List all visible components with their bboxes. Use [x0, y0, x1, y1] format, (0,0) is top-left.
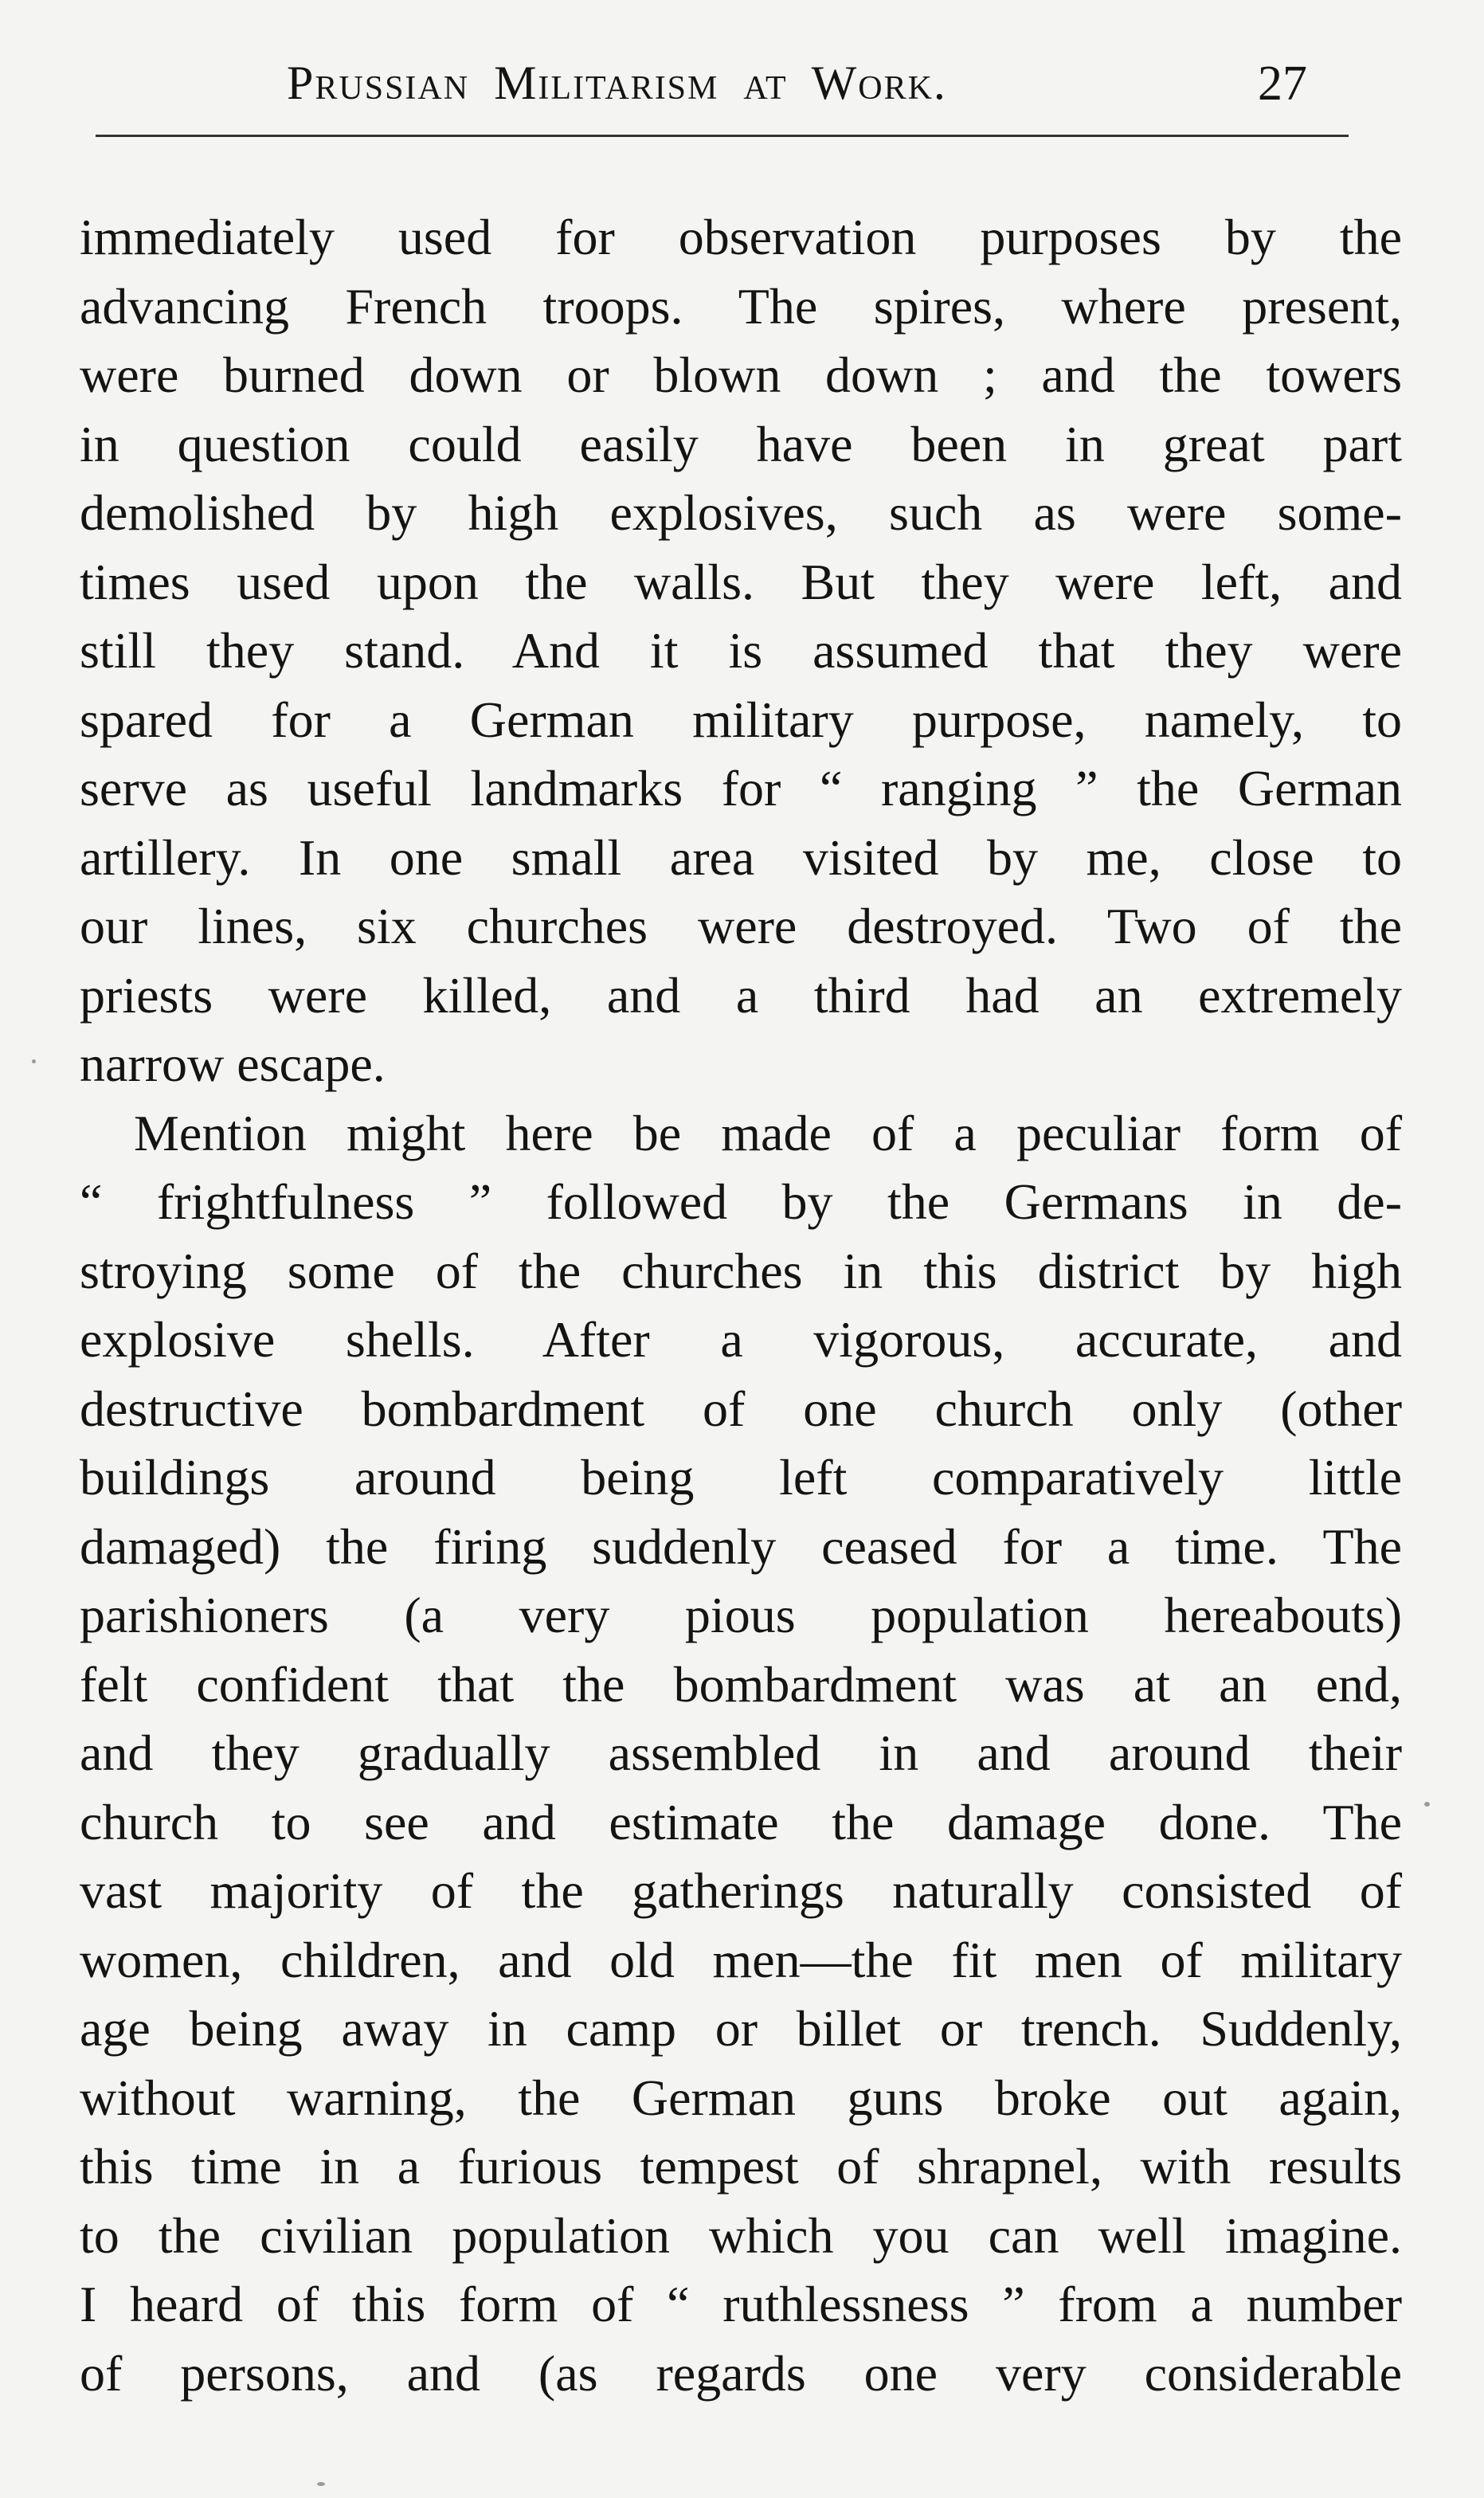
running-head [96, 41, 1349, 137]
text-line: to the civilian population which you can well imagine. [80, 2206, 1402, 2264]
paper-speck [32, 1059, 36, 1063]
text-line: times used upon the walls. But they were left, and [80, 553, 1402, 610]
paragraph-1 [80, 203, 1402, 1099]
text-line: felt confident that the bombardment was at an end, [80, 1655, 1402, 1713]
text-line: “ frightfulness ” followed by the Germans in de- [80, 1173, 1402, 1230]
text-line: serve as useful landmarks for “ ranging ” the German [80, 760, 1402, 816]
text-line: of persons, and (as regards one very considerable [80, 2344, 1402, 2402]
paragraph-2 [80, 1099, 1402, 2409]
text-line: buildings around being left comparatively little [80, 1449, 1402, 1505]
text-line: and they gradually assembled in and around their [80, 1725, 1402, 1781]
text-line: vast majority of the gatherings naturally consisted of [80, 1862, 1402, 1919]
text-line: spared for a German military purpose, namely, to [80, 691, 1402, 748]
header-rule [96, 135, 1349, 137]
text-line: parishioners (a very pious population hereabouts) [80, 1587, 1402, 1643]
text-line: stroying some of the churches in this district by high [80, 1242, 1402, 1299]
text-line: destructive bombardment of one church only (other [80, 1380, 1402, 1437]
text-line: were burned down or blown down ; and the towers [80, 347, 1402, 403]
body-text [80, 203, 1402, 2408]
text-line: priests were killed, and a third had an extremely [80, 966, 1402, 1024]
text-line: immediately used for observation purposes by the [80, 209, 1402, 265]
text-line: age being away in camp or billet or trench. Suddenly, [80, 2000, 1402, 2057]
text-line: Mention might here be made of a peculiar form of [134, 1104, 1402, 1161]
text-line: damaged) the firing suddenly ceased for a time. The [80, 1517, 1402, 1575]
page-number: 27 [1258, 57, 1307, 111]
text-line: our lines, six churches were destroyed. Two of the [80, 898, 1402, 954]
text-line: I heard of this form of “ ruthlessness ” from a number [80, 2276, 1402, 2332]
text-line: artillery. In one small area visited by me, close to [80, 828, 1402, 886]
paper-speck [1424, 1802, 1430, 1807]
text-line: women, children, and old men—the fit men of military [80, 1931, 1402, 1988]
text-line: without warning, the German guns broke out again, [80, 2069, 1402, 2126]
text-line: still they stand. And it is assumed that they were [80, 622, 1402, 679]
text-line: this time in a furious tempest of shrapnel, with results [80, 2138, 1402, 2195]
paper-speck [317, 2482, 325, 2486]
text-line: advancing French troops. The spires, where present, [80, 277, 1402, 335]
text-line: explosive shells. After a vigorous, accurate, and [80, 1311, 1402, 1368]
text-line: church to see and estimate the damage done. The [80, 1793, 1402, 1850]
text-line: narrow escape. [80, 1036, 386, 1092]
text-line: demolished by high explosives, such as were some- [80, 484, 1402, 541]
text-line: in question could easily have been in great part [80, 415, 1402, 472]
running-title: Prussian Militarism at Work. [287, 57, 947, 109]
